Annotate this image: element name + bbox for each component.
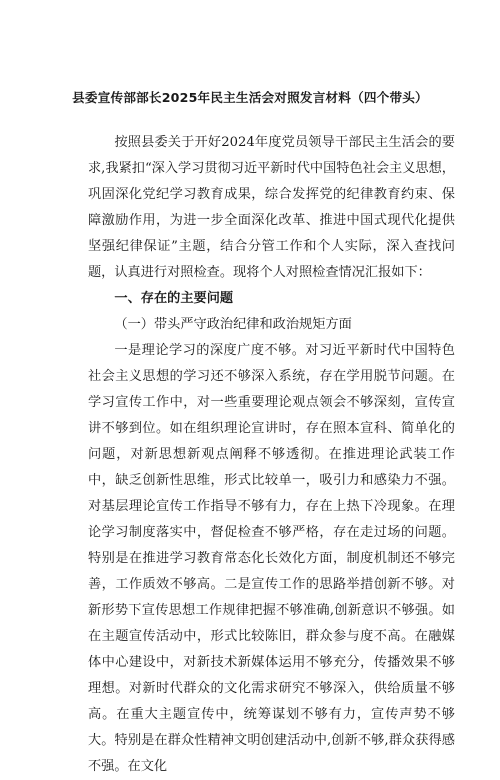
- document-title: 县委宣传部部长2025年民主生活会对照发言材料（四个带头）: [72, 90, 428, 105]
- intro-paragraph: 按照县委关于开好2024年度党员领导干部民主生活会的要求,我紧扣“深入学习贯彻习近平新时代中国特色社会主义思想，巩固深化党纪学习教育成果，综合发挥党的纪律教育约束、保障激励作用，为进一步全面深化改革、推进中国式现代化提供坚强纪律保证”主题，结合分管工作和个人实际，深入查找问题，认真进行对照检查。现将个人对照检查情况汇报如下：: [88, 135, 455, 280]
- subsection-heading: （一）带头严守政治纪律和政治规矩方面: [114, 317, 352, 332]
- document-body: [88, 130, 455, 780]
- body-paragraph: 一是理论学习的深度广度不够。对习近平新时代中国特色社会主义思想的学习还不够深入系统，存在学用脱节问题。在学习宣传工作中，对一些重要理论观点领会不够深刻，宣传宣讲不够到位。如在组织理论宣讲时，存在照本宣科、简单化的问题，对新思想新观点阐释不够透彻。在推进理论武装工作中，缺乏创新性思维，形式比较单一，吸引力和感染力不强。对基层理论宣传工作指导不够有力，存在上热下冷现象。在理论学习制度落实中，督促检查不够严格，存在走过场的问题。特别是在推进学习教育常态化长效化方面，制度机制还不够完善，工作质效不够高。二是宣传工作的思路举措创新不够。对新形势下宣传思想工作规律把握不够准确,创新意识不够强。如在主题宣传活动中，形式比较陈旧，群众参与度不高。在融媒体中心建设中，对新技术新媒体运用不够充分，传播效果不够理想。对新时代群众的文化需求研究不够深入，供给质量不够高。在重大主题宣传中，统筹谋划不够有力，宣传声势不够大。特别是在群众性精神文明创建活动中,创新不够,群众获得感不强。在文化: [88, 343, 455, 774]
- section-heading: 一、存在的主要问题: [114, 291, 234, 306]
